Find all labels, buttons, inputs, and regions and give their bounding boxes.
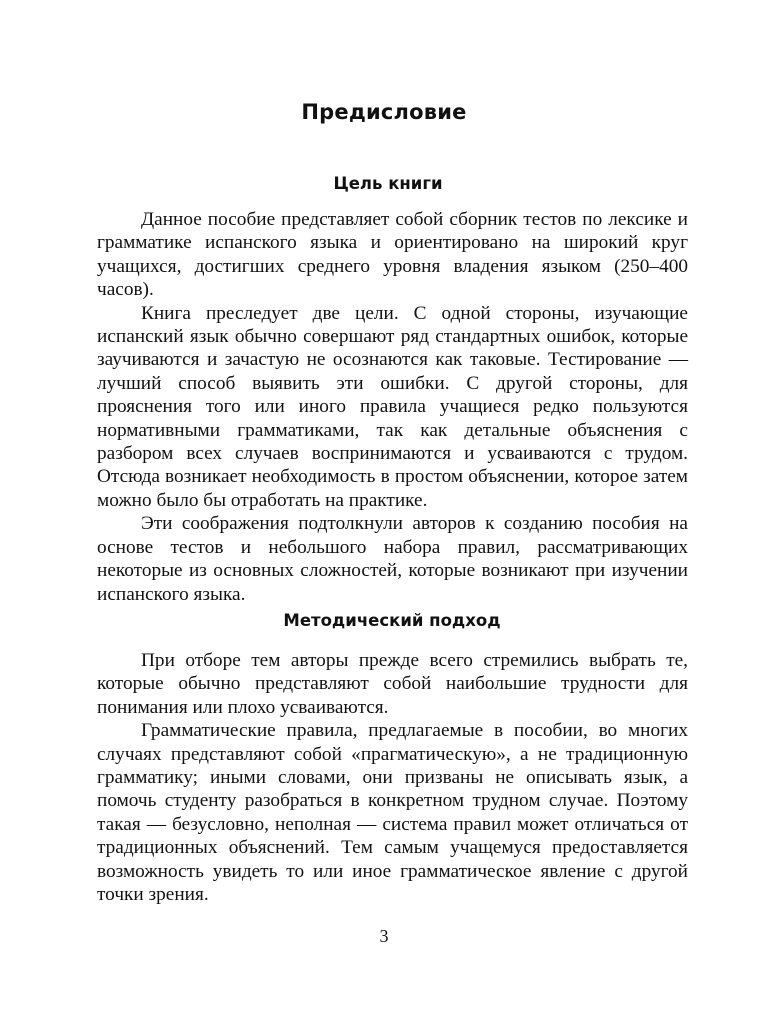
paragraph: Эти соображения подтолкнули авторов к созданию пособия на основе тестов и небольшого набора правил, рассматривающих некоторые из основных сложностей, которые возникают при изучении испанского языка. [97,513,688,605]
page-title: Предисловие [301,100,467,124]
paragraph: Данное пособие представляет собой сборник тестов по лексике и грамматике испанского языка и ориентировано на широкий круг учащихся, достигших среднего уровня владения языком (250–400 часов). [97,209,688,301]
section-heading-goal: Цель книги [333,174,443,193]
paragraph: Книга преследует две цели. С одной стороны, изучающие испанский язык обычно совершают ряд стандартных ошибок, которые заучиваются и зачастую не осознаются как таковые. Тестирование — лучший способ выявить эти ошибки. С другой стороны, для прояснения того или иного правила учащиеся редко пользуются нормативными грамматиками, так как детальные объяснения с разбором всех случаев воспринимаются и усваиваются с трудом. Отсюда возникает необходимость в простом объяснении, которое затем можно было бы отработать на практике. [97,302,688,511]
section-heading-method: Методический подход [283,611,501,630]
page-number: 3 [379,926,389,946]
section-goal [97,208,688,606]
paragraph: Грамматические правила, предлагаемые в пособии, во многих случаях представляют собой «прагматическую», а не традиционную грамматику; иными словами, они призваны не описывать язык, а помочь студенту разобраться в конкретном трудном случае. Поэтому такая — безусловно, неполная — система правил может отличаться от традиционных объяснений. Тем самым учащемуся предоставляется возможность увидеть то или иное грамматическое явление с другой точки зрения. [97,720,688,906]
section-method [97,649,688,906]
paragraph: При отборе тем авторы прежде всего стремились выбрать те, которые обычно представляют собой наибольшие трудности для понимания или плохо усваиваются. [97,650,688,718]
